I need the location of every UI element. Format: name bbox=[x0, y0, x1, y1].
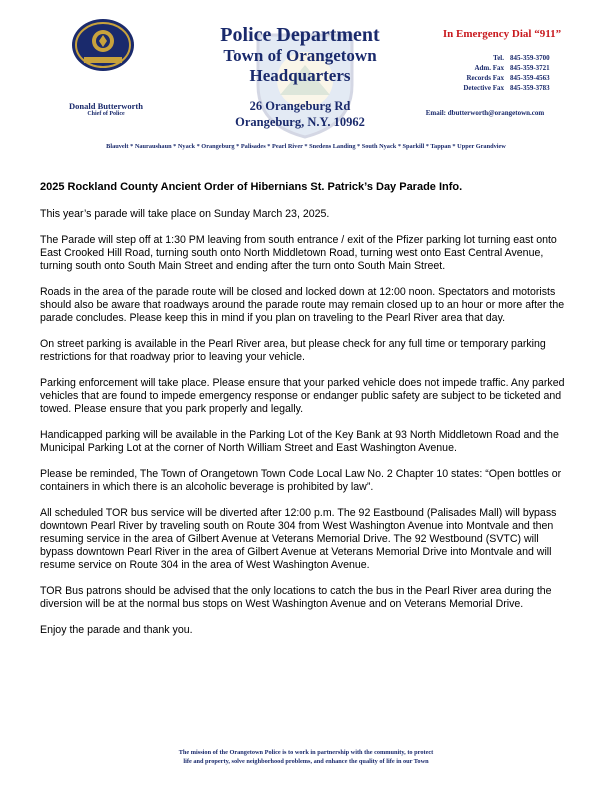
chief-name: Donald Butterworth bbox=[69, 101, 143, 111]
paragraph: This year’s parade will take place on Sunday March 23, 2025. bbox=[40, 208, 330, 220]
address-line-1: 26 Orangeburg Rd bbox=[249, 99, 351, 113]
paragraph: Please be reminded, The Town of Orangetown Town Code Local Law No. 2 Chapter 10 states: “Open bottles or containers in which there is an alcoholic beverage is prohibited by law”. bbox=[40, 468, 562, 493]
document-body bbox=[40, 181, 572, 650]
headquarters-label: Headquarters bbox=[249, 66, 351, 85]
paragraph: On street parking is available in the Pearl River area, but please check for any full time or temporary parking restrictions for that roadway prior to leaving your vehicle. bbox=[40, 338, 546, 363]
address-line-2: Orangeburg, N.Y. 10962 bbox=[235, 115, 365, 129]
emergency-notice: In Emergency Dial “911” bbox=[442, 28, 562, 40]
phone-label: Detective Fax bbox=[463, 84, 504, 92]
phone-number: 845-359-4563 bbox=[510, 74, 550, 82]
address-block bbox=[190, 98, 410, 130]
accreditation-badge-logo bbox=[70, 17, 136, 73]
paragraph: Enjoy the parade and thank you. bbox=[40, 624, 193, 636]
department-name: Police Department bbox=[220, 24, 380, 46]
document-heading: 2025 Rockland County Ancient Order of Hibernians St. Patrick’s Day Parade Info. bbox=[40, 181, 463, 193]
town-name: Town of Orangetown bbox=[223, 46, 377, 65]
phone-number: 845-359-3721 bbox=[510, 64, 550, 72]
paragraph: TOR Bus patrons should be advised that the only locations to catch the bus in the Pearl River area during the diversion will be at the normal bus stops on West Washington Avenue and on Veterans Memorial Drive. bbox=[40, 585, 552, 610]
phone-row bbox=[400, 83, 562, 93]
chief-signature-block bbox=[56, 101, 156, 117]
phone-number: 845-359-3700 bbox=[510, 54, 550, 62]
phone-row bbox=[400, 53, 562, 63]
paragraph: All scheduled TOR bus service will be diverted after 12:00 p.m. The 92 Eastbound (Palisades Mall) will bypass downtown Pearl River by traveling south on Route 304 from West Washington Avenue into Montvale and then resuming service in the area of Gilbert Avenue at Veterans Memorial Drive. The 92 Westbound (SVTC) will bypass downtown Pearl River in the area of Gilbert Avenue at Veterans Memorial Drive into Montvale and will resume service on Route 304 in the area of West Washington Avenue. bbox=[40, 507, 557, 571]
paragraph: Parking enforcement will take place. Please ensure that your parked vehicle does not impede traffic. Any parked vehicles that are found to impede emergency response or endanger public safety are subject to be ticketed and towed. Please ensure that you park properly and legally. bbox=[40, 377, 565, 415]
mission-line-2: life and property, solve neighborhood problems, and enhance the quality of life in our Town bbox=[183, 758, 429, 765]
paragraph: Handicapped parking will be available in the Parking Lot of the Key Bank at 93 North Middletown Road and the Municipal Parking Lot at the corner of North William Street and East Washington Avenue. bbox=[40, 429, 559, 454]
phone-label: Adm. Fax bbox=[474, 64, 504, 72]
mission-line-1: The mission of the Orangetown Police is to work in partnership with the community, to protect bbox=[178, 749, 434, 756]
email-address[interactable]: Email: dbutterworth@orangetown.com bbox=[425, 109, 545, 117]
mission-statement bbox=[90, 748, 522, 766]
department-header bbox=[190, 24, 410, 86]
phone-number: 845-359-3783 bbox=[510, 84, 550, 92]
paragraph: Roads in the area of the parade route will be closed and locked down at 12:00 noon. Spectators and motorists should also be aware that roadways around the parade route may remain closed up to an hour or more after the parade concludes. Please keep this in mind if you plan on traveling to the Pearl River area that day. bbox=[40, 286, 565, 324]
phone-label: Records Fax bbox=[466, 74, 504, 82]
paragraph: The Parade will step off at 1:30 PM leaving from south entrance / exit of the Pfizer parking lot turning east onto East Crooked Hill Road, turning south onto North Middletown Road, turning west onto East Central Avenue, turning south onto South Main Street and ending after the turn onto South Main Street. bbox=[40, 234, 557, 272]
phone-row bbox=[400, 63, 562, 73]
hamlets-list: Blauvelt * Nauraushaun * Nyack * Orangeburg * Palisades * Pearl River * Snedens Landing * South Nyack * Sparkill * Tappan * Upper Grandview bbox=[106, 143, 506, 150]
phone-label: Tel. bbox=[493, 54, 504, 62]
phone-list bbox=[400, 53, 562, 93]
chief-title: Chief of Police bbox=[87, 111, 125, 117]
phone-row bbox=[400, 73, 562, 83]
